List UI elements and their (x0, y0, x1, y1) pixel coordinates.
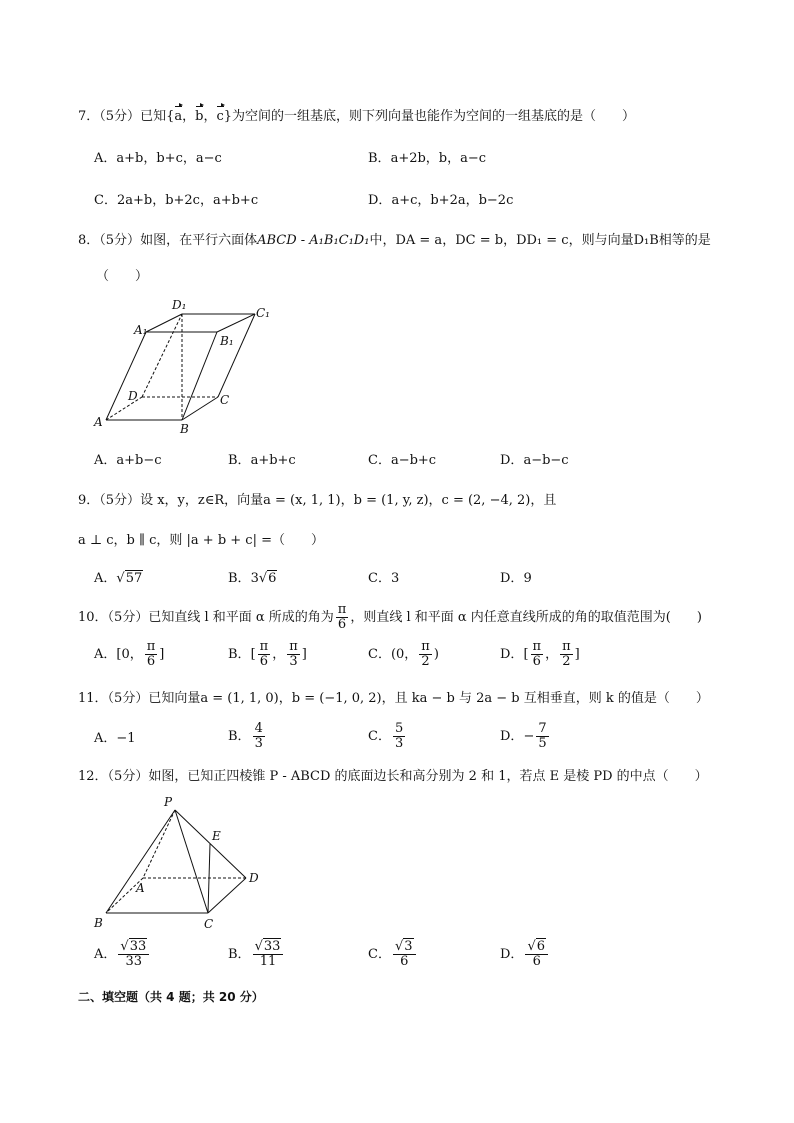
question-12-stem: 12．（5分）如图，已知正四棱锥 P - ABCD 的底面边长和高分别为 2 和 1，若点 E 是棱 PD 的中点（ ） (78, 769, 708, 784)
q8-option-c[interactable]: C．a−b+c (368, 453, 437, 468)
q7-option-b[interactable]: B．a+2b，b，a−c (368, 151, 487, 166)
q12-pyramid-figure (90, 794, 270, 934)
q11-option-a[interactable]: A．−1 (94, 731, 136, 746)
label-a: A (136, 881, 145, 895)
label-b: B (94, 916, 103, 930)
q7-option-a[interactable]: A．a+b，b+c，a−c (94, 151, 222, 166)
q8-paren: （ ） (96, 269, 149, 284)
edge-a1-d1 (146, 314, 182, 332)
question-8-stem: 8．（5分）如图，在平行六面体ABCD - A₁B₁C₁D₁中，DA = a，DC = b，DD₁ = c，则与向量D₁B相等的是 (78, 233, 711, 248)
q8-option-b[interactable]: B．a+b+c (228, 453, 296, 468)
q10-option-a[interactable]: A．[0， $\frac{\pi}{6}$ ] (94, 639, 165, 669)
q12-option-c[interactable]: C． $\frac{√3}{6}$ (368, 940, 418, 969)
q9-option-d[interactable]: D．9 (500, 571, 532, 586)
q11-option-c[interactable]: C． $\frac{5}{3}$ (368, 721, 404, 751)
label-d: D (249, 871, 259, 885)
q12-option-d[interactable]: D． $\frac{√6}{6}$ (500, 940, 550, 969)
edge-c-d (208, 878, 246, 913)
label-b: B (180, 422, 189, 436)
edge-b-c (182, 397, 218, 420)
edge-d-d1-hidden (142, 314, 182, 397)
label-a1: A₁ (134, 323, 148, 337)
question-9-stem: 9．（5分）设 x，y，z∈R，向量a = (x, 1, 1)，b = (1, y, z)，c = (2, −4, 2)，且 (78, 493, 557, 508)
q10-option-c[interactable]: C．(0， $\frac{\pi}{2}$ ) (368, 639, 439, 669)
q8-parallelepiped-figure (92, 296, 282, 436)
q8-option-d[interactable]: D．a−b−c (500, 453, 569, 468)
q10-option-d[interactable]: D．[ $\frac{\pi}{6}$ ， $\frac{\pi}{2}$ ] (500, 639, 580, 669)
label-d: D (128, 389, 138, 403)
edge-b-b1 (182, 332, 217, 420)
label-e: E (212, 829, 221, 843)
question-11-stem: 11．（5分）已知向量a = (1, 1, 0)，b = (−1, 0, 2)，且 ka − b 与 2a − b 互相垂直，则 k 的值是（ ） (78, 691, 709, 706)
question-7-stem: 7．（5分）已知{a，b，c}为空间的一组基底，则下列向量也能作为空间的一组基底的是（ ） (78, 109, 636, 124)
q9-option-a[interactable]: A．√57 (94, 571, 143, 586)
q12-option-a[interactable]: A． $\frac{√33}{33}$ (94, 940, 151, 969)
q9-option-b[interactable]: B．3√6 (228, 571, 277, 586)
q7-option-d[interactable]: D．a+c，b+2a，b−2c (368, 193, 514, 208)
label-d1: D₁ (172, 298, 187, 312)
q11-option-d[interactable]: D．− $\frac{7}{5}$ (500, 721, 547, 751)
edge-c-c1 (218, 314, 255, 397)
q7-option-c[interactable]: C．2a+b，b+2c，a+b+c (94, 193, 259, 208)
q11-option-b[interactable]: B． $\frac{4}{3}$ (228, 721, 263, 751)
edge-p-b (106, 810, 175, 913)
label-a: A (94, 415, 103, 429)
question-9-condition: a ⊥ c，b ∥ c，则 |a + b + c| =（ ） (78, 533, 324, 548)
section-title-fill-in: 二、填空题（共 4 题；共 20 分） (78, 990, 264, 1004)
label-c: C (204, 917, 214, 931)
q8-option-a[interactable]: A．a+b−c (94, 453, 162, 468)
q9-option-c[interactable]: C．3 (368, 571, 400, 586)
label-c1: C₁ (256, 306, 270, 320)
edge-p-a-hidden (143, 810, 175, 878)
label-b1: B₁ (220, 334, 234, 348)
q12-option-b[interactable]: B． $\frac{√33}{11}$ (228, 940, 285, 969)
q10-option-b[interactable]: B．[ $\frac{\pi}{6}$ ， $\frac{\pi}{3}$ ] (228, 639, 307, 669)
label-p: P (164, 795, 173, 809)
edge-a-a1 (106, 332, 146, 420)
edge-c1-b1 (217, 314, 255, 332)
question-10-stem: 10．（5分）已知直线 l 和平面 α 所成的角为 $\frac{\pi}{6}$ ，则直线 l 和平面 α 内任意直线所成的角的取值范围为( ) (78, 602, 702, 632)
label-c: C (220, 393, 230, 407)
